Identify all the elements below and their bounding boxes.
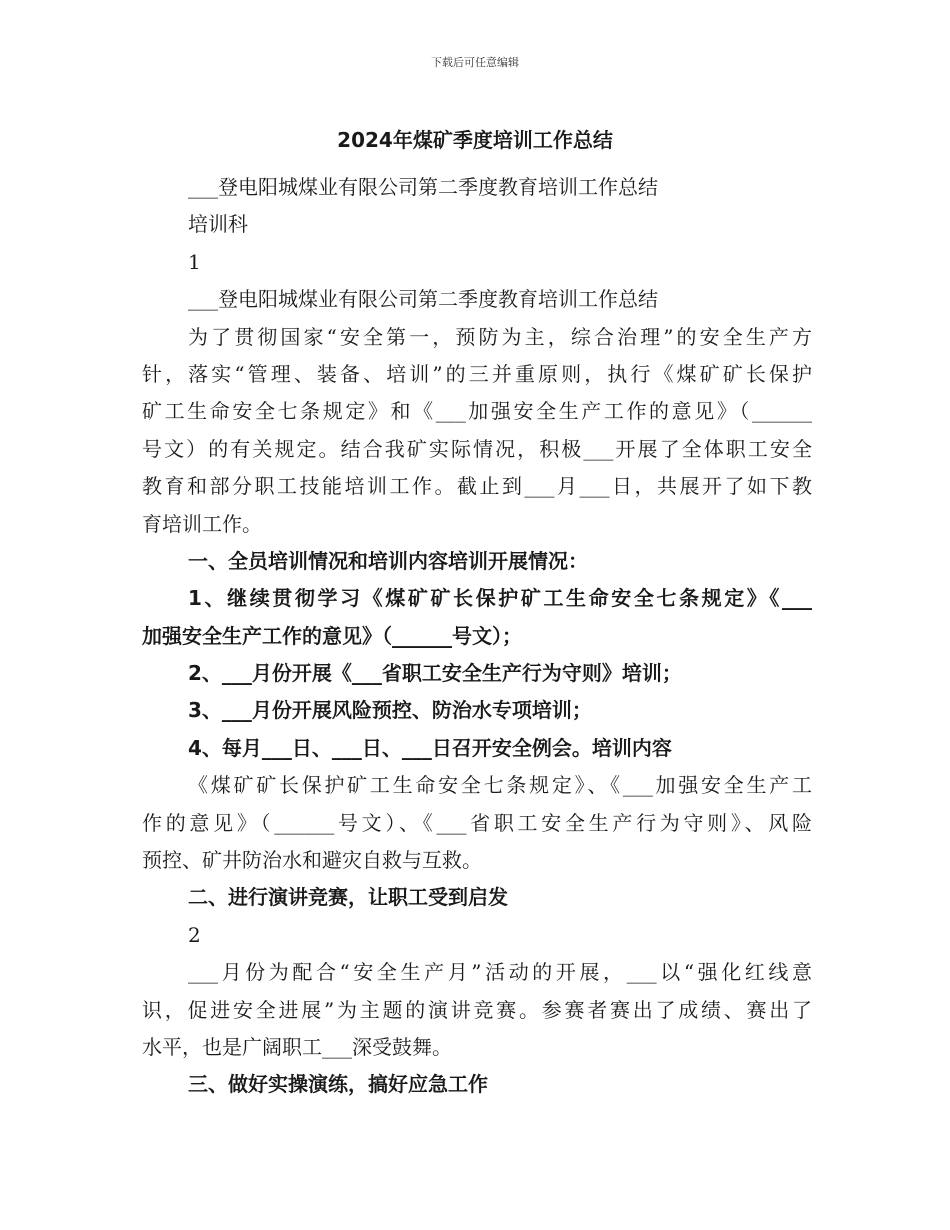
section-heading-line: 1、继续贯彻学习《煤矿矿长保护矿工生命安全七条规定》《___	[188, 586, 812, 611]
paragraph-line: 预控、矿井防治水和避灾自救与互救。	[142, 848, 482, 873]
section-heading-line: 2、___月份开展《___省职工安全生产行为守则》培训；	[188, 661, 682, 686]
paragraph-line: 矿工生命安全七条规定》和《___加强安全生产工作的意见》（______	[142, 399, 812, 424]
paragraph-line: 作的意见》（______号文）、《___省职工安全生产行为守则》、风险	[142, 810, 812, 835]
paragraph-line: 教育和部分职工技能培训工作。截止到___月___日，共展开了如下教	[142, 474, 812, 499]
paragraph-line: 培训科	[188, 212, 248, 237]
section-heading-line: 加强安全生产工作的意见》（______号文）；	[142, 623, 522, 648]
paragraph-line: 2	[188, 922, 201, 947]
paragraph-line: ___登电阳城煤业有限公司第二季度教育培训工作总结	[188, 287, 658, 312]
paragraph-line: ___登电阳城煤业有限公司第二季度教育培训工作总结	[188, 175, 658, 199]
paragraph-line: 育培训工作。	[142, 511, 262, 536]
paragraph-line: 号文）的有关规定。结合我矿实际情况，积极___开展了全体职工安全	[142, 436, 812, 461]
paragraph-line: ___月份为配合“安全生产月”活动的开展，___以“强化红线意	[188, 960, 812, 985]
document-body	[142, 169, 812, 1104]
paragraph-line: 识，促进安全进展”为主题的演讲竞赛。参赛者赛出了成绩、赛出了	[142, 997, 812, 1022]
paragraph-line: 1	[188, 249, 201, 274]
section-heading-line: 三、做好实操演练，搞好应急工作	[188, 1072, 488, 1097]
paragraph-line: 水平，也是广阔职工___深受鼓舞。	[142, 1034, 452, 1059]
section-heading-line: 3、___月份开展风险预控、防治水专项培训；	[188, 698, 592, 723]
paragraph-line: 《煤矿矿长保护矿工生命安全七条规定》、《___加强安全生产工	[188, 773, 812, 798]
section-heading-line: 二、进行演讲竞赛，让职工受到启发	[188, 885, 508, 910]
paragraph-line: 针，落实“管理、装备、培训”的三并重原则，执行《煤矿矿长保护	[142, 361, 812, 386]
document-title: 2024年煤矿季度培训工作总结	[337, 128, 613, 152]
section-heading-line: 4、每月___日、___日、___日召开安全例会。培训内容	[188, 735, 672, 760]
paragraph-line: 为了贯彻国家“安全第一，预防为主，综合治理”的安全生产方	[188, 324, 812, 349]
header-note: 下载后可任意编辑	[431, 56, 519, 69]
section-heading-line: 一、全员培训情况和培训内容培训开展情况：	[188, 548, 588, 573]
